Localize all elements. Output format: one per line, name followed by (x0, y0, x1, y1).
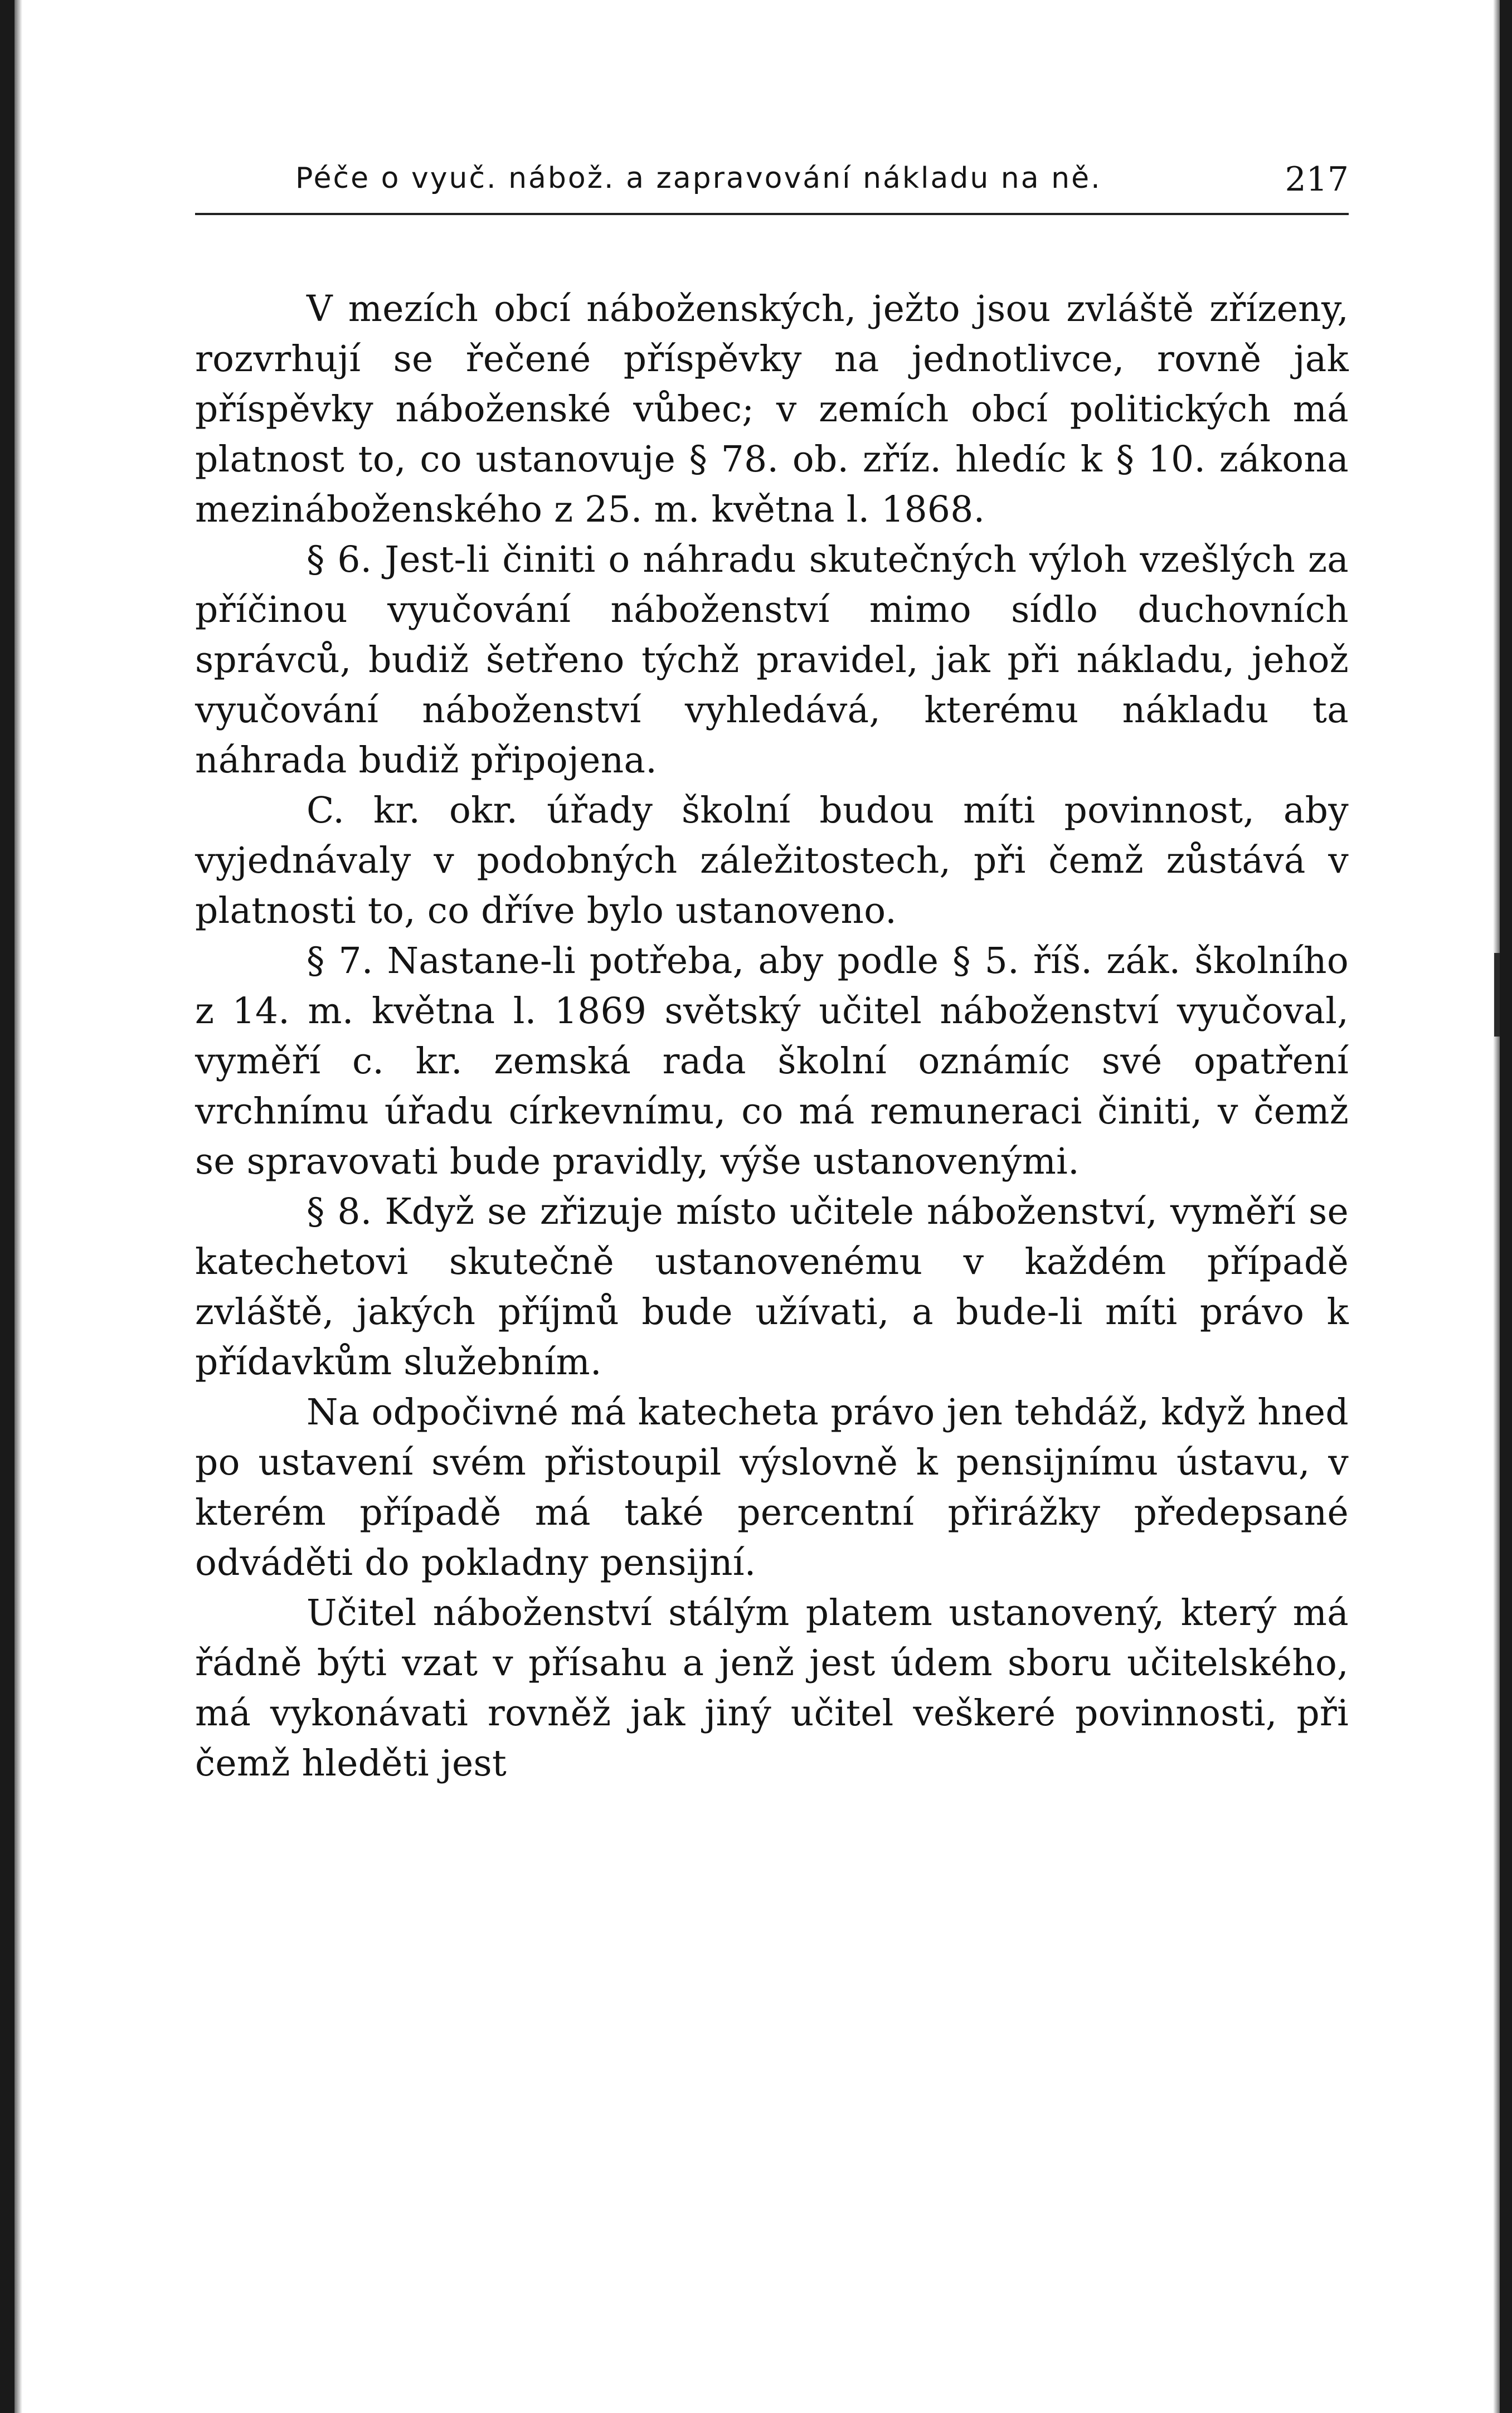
scan-edge-right (1500, 0, 1512, 2413)
paragraph-1: V mezích obcí náboženských, ježto jsou zvláště zřízeny, rozvrhují se řečené příspěvky na jednotlivce, rovně jak příspěvky náboženské vůbec; v zemích obcí politických má platnost to, co ustanovuje § 78. ob. zříz. hledíc k § 10. zákona mezináboženského z 25. m. května l. 1868. (195, 288, 1349, 531)
scan-edge-left (0, 0, 14, 2413)
paragraph-2: § 6. Jest-li činiti o náhradu skutečných výloh vzešlých za příčinou vyučování náboženství mimo sídlo duchovních správců, budiž šetřeno týchž pravidel, jak při nákladu, jehož vyučování náboženství vyhledává, kterému nákladu ta náhrada budiž připojena. (195, 539, 1349, 781)
page-tab-mark (1494, 953, 1500, 1037)
running-header (195, 156, 1349, 212)
scan-edge-left-shadow (14, 0, 22, 2413)
running-title: Péče o vyuč. nábož. a zapravování nákladu na ně. (295, 162, 1102, 195)
header-rule (195, 213, 1349, 215)
paragraph-7: Učitel náboženství stálým platem ustanovený, který má řádně býti vzat v přísahu a jenž jest údem sboru učitelského, má vykonávati rovněž jak jiný učitel veškeré povinnosti, při čemž hleděti jest (195, 1592, 1349, 1784)
paragraph-4: § 7. Nastane-li potřeba, aby podle § 5. říš. zák. školního z 14. m. května l. 1869 světský učitel náboženství vyučoval, vyměří c. kr. zemská rada školní oznámíc své opatření vrchnímu úřadu církevnímu, co má remuneraci činiti, v čemž se spravovati bude pravidly, výše ustanovenými. (195, 940, 1349, 1183)
paragraph-3: C. kr. okr. úřady školní budou míti povinnost, aby vyjednávaly v podobných záležitostech, při čemž zůstává v platnosti to, co dříve bylo ustanoveno. (195, 790, 1349, 932)
scan-edge-right-shadow (1493, 0, 1500, 2413)
page-number: 217 (1285, 160, 1349, 199)
body-text (195, 284, 1349, 1789)
paragraph-5: § 8. Když se zřizuje místo učitele náboženství, vyměří se katechetovi skutečně ustanovenému v každém případě zvláště, jakých příjmů bude užívati, a bude-li míti právo k přídavkům služebním. (195, 1191, 1349, 1383)
paragraph-6: Na odpočivné má katecheta právo jen tehdáž, když hned po ustavení svém přistoupil výslovně k pensijnímu ústavu, v kterém případě má také percentní přirážky předepsané odváděti do pokladny pensijní. (195, 1392, 1349, 1584)
